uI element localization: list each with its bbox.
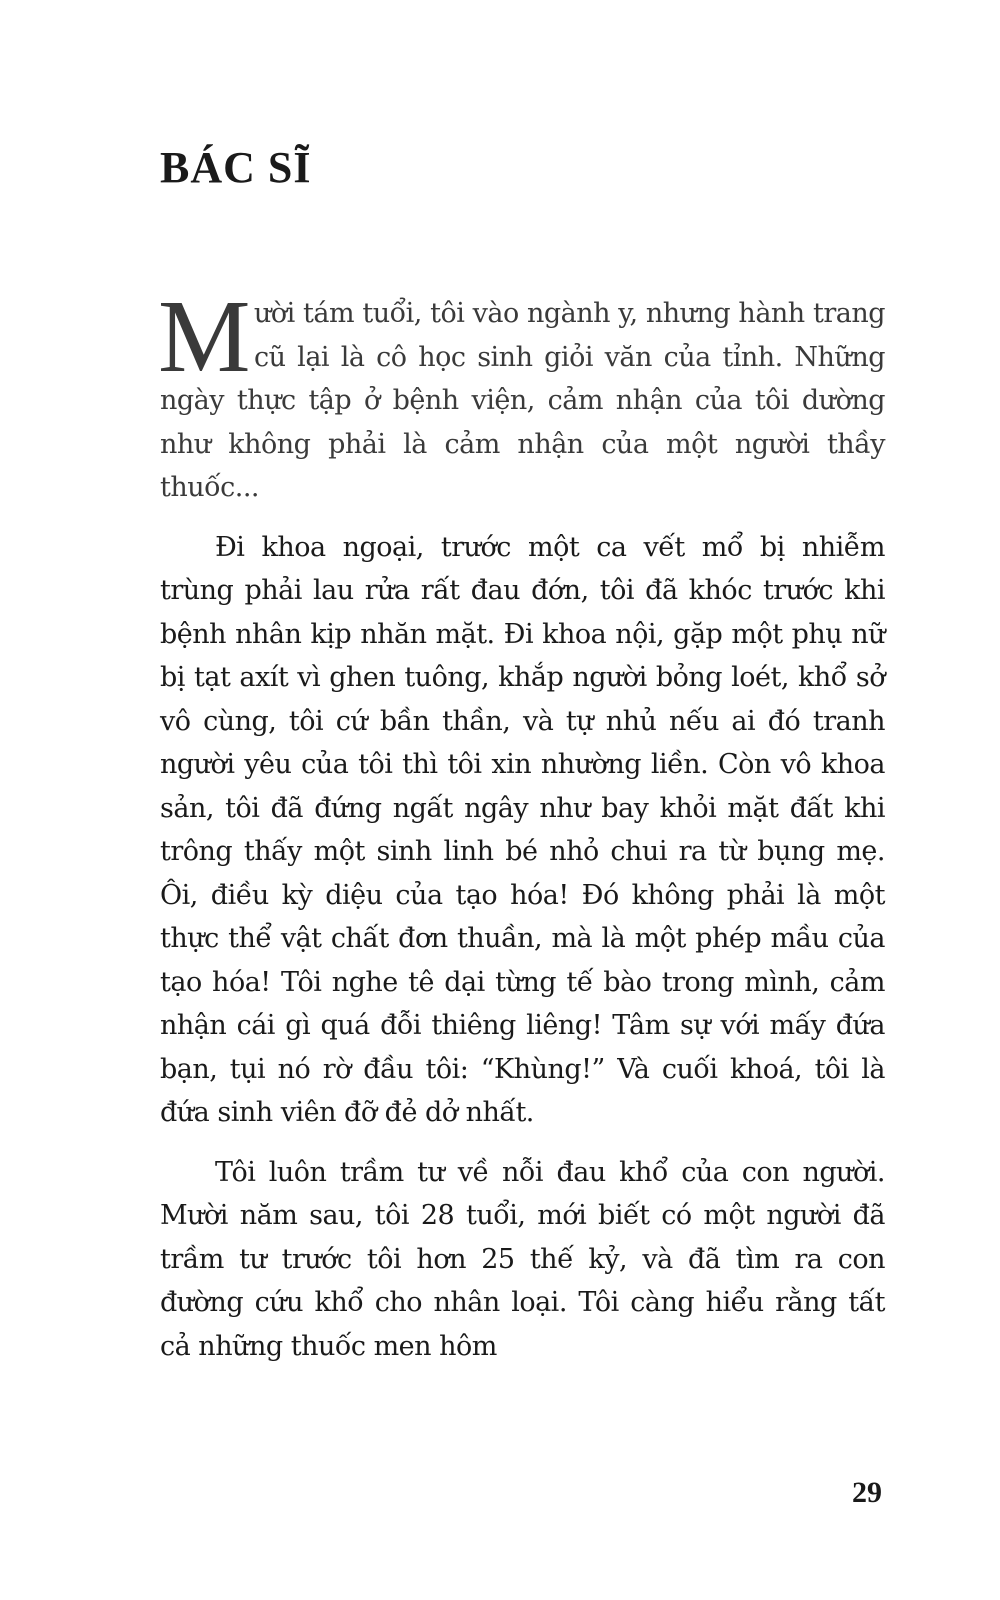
page-number: 29 <box>852 1476 882 1509</box>
paragraph-1 <box>158 279 885 510</box>
paragraph-3: Tôi luôn trầm tư về nỗi đau khổ của con người. Mười năm sau, tôi 28 tuổi, mới biết có một người đã trầm tư trước tôi hơn 25 thế kỷ, và đã tìm ra con đường cứu khổ cho nhân loại. Tôi càng hiểu rằng tất cả những thuốc men hôm <box>160 1156 885 1362</box>
paragraph-1-text: ười tám tuổi, tôi vào ngành y, nhưng hành trang cũ lại là cô học sinh giỏi văn của tỉnh. Những ngày thực tập ở bệnh viện, cảm nhận của tôi dường như không phải là cảm nhận của một người thầy thuốc... <box>160 298 885 503</box>
drop-cap-letter: M <box>158 279 250 394</box>
body-text <box>158 279 885 1384</box>
paragraph-2: Đi khoa ngoại, trước một ca vết mổ bị nhiễm trùng phải lau rửa rất đau đớn, tôi đã khóc trước khi bệnh nhân kịp nhăn mặt. Đi khoa nội, gặp một phụ nữ bị tạt axít vì ghen tuông, khắp người bỏng loét, khổ sở vô cùng, tôi cứ bần thần, và tự nhủ nếu ai đó tranh người yêu của tôi thì tôi xin nhường liền. Còn vô khoa sản, tôi đã đứng ngất ngây như bay khỏi mặt đất khi trông thấy một sinh linh bé nhỏ chui ra từ bụng mẹ. Ôi, điều kỳ diệu của tạo hóa! Đó không phải là một thực thể vật chất đơn thuần, mà là một phép mầu của tạo hóa! Tôi nghe tê dại từng tế bào trong mình, cảm nhận cái gì quá đỗi thiêng liêng! Tâm sự với mấy đứa bạn, tụi nó rờ đầu tôi: “Khùng!” Và cuối khoá, tôi là đứa sinh viên đỡ đẻ dở nhất. <box>160 531 885 1128</box>
chapter-title: BÁC SĨ <box>160 143 312 192</box>
